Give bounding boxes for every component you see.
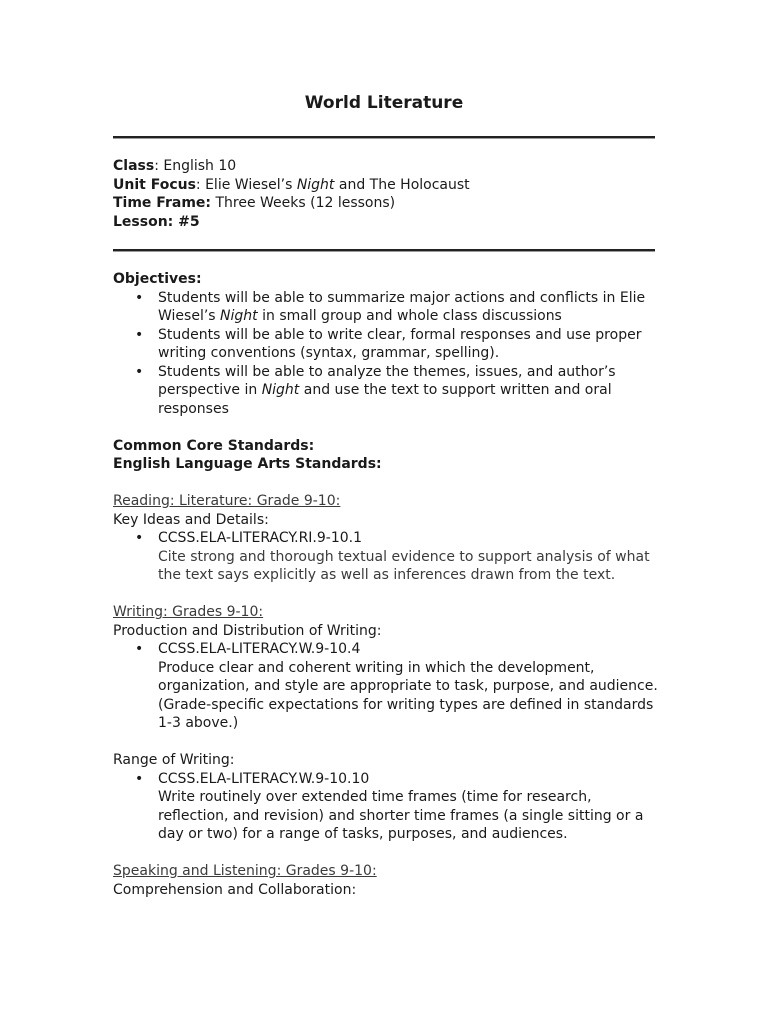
- standard-text: Cite strong and thorough textual evidence to support analysis of what the text says explicitly as well as inferences drawn from the text.: [158, 548, 650, 583]
- reading-subheading: Key Ideas and Details:: [113, 511, 269, 528]
- writing-heading: Writing: Grades 9-10:: [113, 604, 264, 620]
- standard-text: Write routinely over extended time frames (time for research, reflection, and revision) and shorter time frames (a single sitting or a day or two) for a range of tasks, purposes, and audiences.: [158, 789, 644, 842]
- standard-code: CCSS.ELA-LITERACY.W.9-10.10: [158, 770, 370, 787]
- time-frame-line: Time Frame: Three Weeks (12 lessons): [113, 195, 396, 211]
- class-line: Class: English 10: [113, 158, 237, 174]
- reading-list: [113, 529, 658, 585]
- writing-subheading: Production and Distribution of Writing:: [113, 622, 382, 639]
- standard-text: Produce clear and coherent writing in which the development, organization, and style are appropriate to task, purpose, and audience. (Grade-specific expectations for writing types are defined in standards 1-3 above.): [158, 659, 658, 731]
- lesson-line: Lesson: #5: [113, 213, 200, 230]
- speaking-subheading: Comprehension and Collaboration:: [113, 881, 357, 898]
- objective-item: • Students will be able to analyze the themes, issues, and author’s perspective in Night and use the text to support written and oral responses: [113, 363, 658, 419]
- objectives-section: [113, 270, 658, 899]
- range-subheading: Range of Writing:: [113, 752, 235, 768]
- objectives-list: [113, 289, 658, 419]
- writing-list: [113, 640, 658, 733]
- standard-code: CCSS.ELA-LITERACY.RI.9-10.1: [158, 530, 363, 546]
- objective-item: • Students will be able to write clear, formal responses and use proper writing conventions (syntax, grammar, spelling).: [113, 326, 658, 363]
- standard-code: CCSS.ELA-LITERACY.W.9-10.4: [158, 641, 361, 657]
- ela-standards-heading: English Language Arts Standards:: [113, 456, 382, 472]
- divider-bottom: [113, 249, 655, 251]
- range-list: [113, 770, 658, 844]
- divider-top: [113, 136, 655, 138]
- standards-heading: Common Core Standards:: [113, 437, 315, 454]
- standard-item: [113, 640, 658, 733]
- unit-focus-line: Unit Focus: Elie Wiesel’s Night and The Holocaust: [113, 176, 470, 193]
- page-title: World Literature: [304, 93, 464, 113]
- standard-item: [113, 770, 658, 844]
- standard-item: [113, 529, 658, 585]
- objective-item: • Students will be able to summarize major actions and conflicts in Elie Wiesel’s Night in small group and whole class discussions: [113, 289, 658, 326]
- reading-heading: Reading: Literature: Grade 9-10:: [113, 493, 341, 509]
- course-info: [113, 157, 658, 231]
- speaking-heading: Speaking and Listening: Grades 9-10:: [113, 863, 377, 879]
- objectives-heading: Objectives:: [113, 271, 202, 287]
